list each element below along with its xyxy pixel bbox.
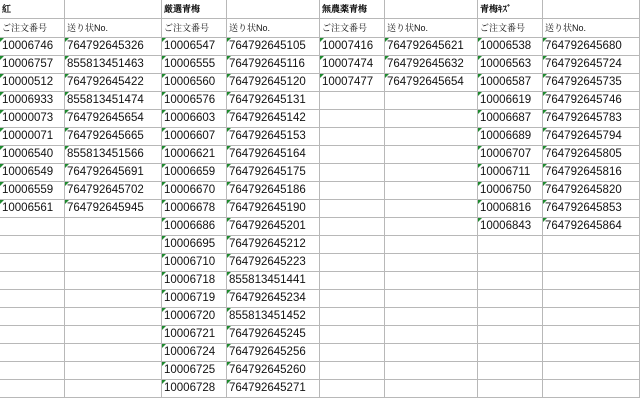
empty-cell[interactable] (385, 146, 478, 164)
order-number-cell[interactable]: 10006547 (162, 38, 227, 56)
order-number-cell[interactable]: 10006750 (478, 182, 543, 200)
order-number-cell[interactable]: 10006561 (0, 200, 65, 218)
order-number-cell[interactable]: 10006538 (478, 38, 543, 56)
empty-cell[interactable] (0, 254, 65, 272)
slip-number-cell[interactable]: 855813451463 (65, 56, 162, 74)
empty-cell[interactable] (0, 326, 65, 344)
column-header-slip-number[interactable]: 送り状No. (543, 19, 640, 38)
empty-cell[interactable] (320, 308, 385, 326)
column-header-slip-number[interactable]: 送り状No. (227, 19, 320, 38)
empty-cell[interactable] (385, 200, 478, 218)
slip-number-cell[interactable]: 764792645186 (227, 182, 320, 200)
order-number-cell[interactable]: 10000071 (0, 128, 65, 146)
empty-cell[interactable] (65, 344, 162, 362)
order-number-cell[interactable]: 10006721 (162, 326, 227, 344)
order-number-cell[interactable]: 10006587 (478, 74, 543, 92)
empty-cell[interactable] (385, 290, 478, 308)
order-number-cell[interactable]: 10000073 (0, 110, 65, 128)
section-title[interactable]: 青梅ｷｽﾞ (478, 0, 543, 19)
column-header-order-number[interactable]: ご注文番号 (162, 19, 227, 38)
slip-number-cell[interactable]: 764792645691 (65, 164, 162, 182)
slip-number-cell[interactable]: 764792645120 (227, 74, 320, 92)
slip-number-cell[interactable]: 855813451441 (227, 272, 320, 290)
order-number-cell[interactable]: 10000512 (0, 74, 65, 92)
empty-cell[interactable] (320, 218, 385, 236)
order-number-cell[interactable]: 10006725 (162, 362, 227, 380)
order-number-cell[interactable]: 10006724 (162, 344, 227, 362)
empty-cell[interactable] (65, 272, 162, 290)
empty-cell[interactable] (0, 272, 65, 290)
order-number-cell[interactable]: 10006720 (162, 308, 227, 326)
slip-number-cell[interactable]: 855813451474 (65, 92, 162, 110)
empty-cell[interactable] (0, 236, 65, 254)
empty-cell[interactable] (543, 236, 640, 254)
slip-number-cell[interactable]: 764792645245 (227, 326, 320, 344)
empty-cell[interactable] (65, 0, 162, 19)
order-number-cell[interactable]: 10006603 (162, 110, 227, 128)
empty-cell[interactable] (478, 326, 543, 344)
slip-number-cell[interactable]: 764792645223 (227, 254, 320, 272)
empty-cell[interactable] (385, 362, 478, 380)
order-number-cell[interactable]: 10006719 (162, 290, 227, 308)
slip-number-cell[interactable]: 855813451566 (65, 146, 162, 164)
slip-number-cell[interactable]: 764792645794 (543, 128, 640, 146)
slip-number-cell[interactable]: 764792645116 (227, 56, 320, 74)
empty-cell[interactable] (543, 326, 640, 344)
empty-cell[interactable] (65, 308, 162, 326)
empty-cell[interactable] (385, 182, 478, 200)
slip-number-cell[interactable]: 764792645256 (227, 344, 320, 362)
empty-cell[interactable] (385, 272, 478, 290)
slip-number-cell[interactable]: 764792645945 (65, 200, 162, 218)
empty-cell[interactable] (385, 0, 478, 19)
slip-number-cell[interactable]: 764792645632 (385, 56, 478, 74)
order-number-cell[interactable]: 10006607 (162, 128, 227, 146)
empty-cell[interactable] (320, 272, 385, 290)
slip-number-cell[interactable]: 764792645234 (227, 290, 320, 308)
empty-cell[interactable] (385, 326, 478, 344)
empty-cell[interactable] (478, 308, 543, 326)
column-header-order-number[interactable]: ご注文番号 (0, 19, 65, 38)
empty-cell[interactable] (320, 344, 385, 362)
empty-cell[interactable] (65, 236, 162, 254)
order-number-cell[interactable]: 10006746 (0, 38, 65, 56)
slip-number-cell[interactable]: 764792645864 (543, 218, 640, 236)
empty-cell[interactable] (0, 344, 65, 362)
order-number-cell[interactable]: 10006576 (162, 92, 227, 110)
empty-cell[interactable] (320, 362, 385, 380)
order-number-cell[interactable]: 10006619 (478, 92, 543, 110)
order-number-cell[interactable]: 10006686 (162, 218, 227, 236)
order-number-cell[interactable]: 10006687 (478, 110, 543, 128)
slip-number-cell[interactable]: 764792645735 (543, 74, 640, 92)
section-title[interactable]: 厳選青梅 (162, 0, 227, 19)
column-header-slip-number[interactable]: 送り状No. (65, 19, 162, 38)
slip-number-cell[interactable]: 764792645153 (227, 128, 320, 146)
empty-cell[interactable] (320, 236, 385, 254)
empty-cell[interactable] (320, 380, 385, 398)
empty-cell[interactable] (65, 218, 162, 236)
empty-cell[interactable] (385, 344, 478, 362)
empty-cell[interactable] (478, 380, 543, 398)
order-number-cell[interactable]: 10006718 (162, 272, 227, 290)
empty-cell[interactable] (478, 362, 543, 380)
empty-cell[interactable] (385, 164, 478, 182)
empty-cell[interactable] (385, 218, 478, 236)
order-number-cell[interactable]: 10006816 (478, 200, 543, 218)
empty-cell[interactable] (0, 362, 65, 380)
order-number-cell[interactable]: 10006843 (478, 218, 543, 236)
column-header-slip-number[interactable]: 送り状No. (385, 19, 478, 38)
empty-cell[interactable] (65, 254, 162, 272)
order-number-cell[interactable]: 10006560 (162, 74, 227, 92)
order-number-cell[interactable]: 10006695 (162, 236, 227, 254)
empty-cell[interactable] (0, 290, 65, 308)
slip-number-cell[interactable]: 764792645621 (385, 38, 478, 56)
empty-cell[interactable] (478, 254, 543, 272)
slip-number-cell[interactable]: 764792645131 (227, 92, 320, 110)
empty-cell[interactable] (543, 0, 640, 19)
column-header-order-number[interactable]: ご注文番号 (478, 19, 543, 38)
slip-number-cell[interactable]: 764792645105 (227, 38, 320, 56)
empty-cell[interactable] (320, 254, 385, 272)
order-number-cell[interactable]: 10006711 (478, 164, 543, 182)
empty-cell[interactable] (320, 164, 385, 182)
order-number-cell[interactable]: 10006559 (0, 182, 65, 200)
slip-number-cell[interactable]: 764792645702 (65, 182, 162, 200)
order-number-cell[interactable]: 10006670 (162, 182, 227, 200)
empty-cell[interactable] (65, 326, 162, 344)
slip-number-cell[interactable]: 764792645654 (385, 74, 478, 92)
empty-cell[interactable] (0, 380, 65, 398)
slip-number-cell[interactable]: 764792645190 (227, 200, 320, 218)
slip-number-cell[interactable]: 764792645326 (65, 38, 162, 56)
order-number-cell[interactable]: 10006563 (478, 56, 543, 74)
order-number-cell[interactable]: 10007477 (320, 74, 385, 92)
empty-cell[interactable] (0, 218, 65, 236)
order-number-cell[interactable]: 10006540 (0, 146, 65, 164)
empty-cell[interactable] (65, 290, 162, 308)
order-number-cell[interactable]: 10006555 (162, 56, 227, 74)
order-number-cell[interactable]: 10006659 (162, 164, 227, 182)
slip-number-cell[interactable]: 764792645654 (65, 110, 162, 128)
empty-cell[interactable] (385, 236, 478, 254)
empty-cell[interactable] (320, 290, 385, 308)
section-title[interactable]: 無農薬青梅 (320, 0, 385, 19)
empty-cell[interactable] (320, 146, 385, 164)
slip-number-cell[interactable]: 764792645820 (543, 182, 640, 200)
column-header-order-number[interactable]: ご注文番号 (320, 19, 385, 38)
empty-cell[interactable] (478, 236, 543, 254)
order-number-cell[interactable]: 10006689 (478, 128, 543, 146)
empty-cell[interactable] (385, 110, 478, 128)
empty-cell[interactable] (543, 290, 640, 308)
empty-cell[interactable] (227, 0, 320, 19)
slip-number-cell[interactable]: 764792645816 (543, 164, 640, 182)
empty-cell[interactable] (65, 362, 162, 380)
empty-cell[interactable] (543, 272, 640, 290)
section-title[interactable]: 紅 (0, 0, 65, 19)
order-number-cell[interactable]: 10006707 (478, 146, 543, 164)
slip-number-cell[interactable]: 764792645680 (543, 38, 640, 56)
empty-cell[interactable] (320, 182, 385, 200)
empty-cell[interactable] (385, 128, 478, 146)
empty-cell[interactable] (0, 308, 65, 326)
slip-number-cell[interactable]: 764792645175 (227, 164, 320, 182)
order-number-cell[interactable]: 10006621 (162, 146, 227, 164)
slip-number-cell[interactable]: 764792645724 (543, 56, 640, 74)
slip-number-cell[interactable]: 764792645164 (227, 146, 320, 164)
slip-number-cell[interactable]: 764792645201 (227, 218, 320, 236)
empty-cell[interactable] (320, 200, 385, 218)
slip-number-cell[interactable]: 764792645665 (65, 128, 162, 146)
slip-number-cell[interactable]: 764792645783 (543, 110, 640, 128)
empty-cell[interactable] (543, 380, 640, 398)
slip-number-cell[interactable]: 764792645746 (543, 92, 640, 110)
slip-number-cell[interactable]: 764792645142 (227, 110, 320, 128)
slip-number-cell[interactable]: 764792645853 (543, 200, 640, 218)
order-number-cell[interactable]: 10007474 (320, 56, 385, 74)
order-number-cell[interactable]: 10006710 (162, 254, 227, 272)
empty-cell[interactable] (320, 326, 385, 344)
order-number-cell[interactable]: 10006678 (162, 200, 227, 218)
order-number-cell[interactable]: 10007416 (320, 38, 385, 56)
slip-number-cell[interactable]: 764792645422 (65, 74, 162, 92)
slip-number-cell[interactable]: 764792645212 (227, 236, 320, 254)
empty-cell[interactable] (385, 380, 478, 398)
slip-number-cell[interactable]: 764792645260 (227, 362, 320, 380)
order-number-cell[interactable]: 10006757 (0, 56, 65, 74)
order-number-cell[interactable]: 10006728 (162, 380, 227, 398)
empty-cell[interactable] (320, 128, 385, 146)
order-number-cell[interactable]: 10006933 (0, 92, 65, 110)
empty-cell[interactable] (543, 344, 640, 362)
empty-cell[interactable] (320, 110, 385, 128)
empty-cell[interactable] (543, 254, 640, 272)
empty-cell[interactable] (65, 380, 162, 398)
empty-cell[interactable] (385, 92, 478, 110)
empty-cell[interactable] (478, 290, 543, 308)
slip-number-cell[interactable]: 764792645271 (227, 380, 320, 398)
empty-cell[interactable] (543, 308, 640, 326)
empty-cell[interactable] (385, 308, 478, 326)
slip-number-cell[interactable]: 764792645805 (543, 146, 640, 164)
empty-cell[interactable] (478, 272, 543, 290)
order-number-cell[interactable]: 10006549 (0, 164, 65, 182)
slip-number-cell[interactable]: 855813451452 (227, 308, 320, 326)
empty-cell[interactable] (385, 254, 478, 272)
empty-cell[interactable] (478, 344, 543, 362)
empty-cell[interactable] (543, 362, 640, 380)
empty-cell[interactable] (320, 92, 385, 110)
